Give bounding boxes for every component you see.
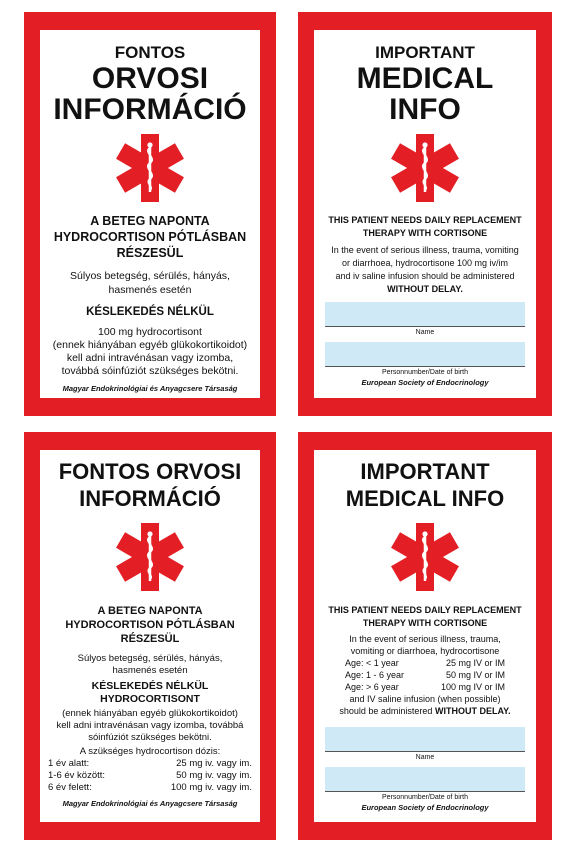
heading-line-1: IMPORTANT [360,459,490,484]
society-name: European Society of Endocrinology [361,803,489,812]
dose-amount: 25 mg iv. vagy im. [176,758,252,769]
dose-row [48,770,252,782]
without-delay: KÉSLEKEDÉS NÉLKÜL [86,306,214,318]
need-line-2: THERAPY WITH CORTISONE [362,618,488,628]
personnumber-rule [325,791,525,792]
dose-line-2: (ennek hiányában egyéb glükokortikoidot) [52,339,248,351]
personnumber-rule [325,366,525,367]
age-range: Age: < 1 year [345,658,399,668]
personnumber-field[interactable] [325,342,525,366]
heading-line-2: MEDICAL INFO [345,486,505,511]
heading-small: FONTOS [114,43,186,62]
patient-line-3: RÉSZESÜL [116,246,184,260]
without-delay: WITHOUT DELAY. [434,706,511,716]
body-line-4: WITHOUT DELAY. [387,284,463,294]
need-line-1: THIS PATIENT NEEDS DAILY REPLACEMENT [328,605,522,615]
card-body [40,450,260,822]
age-dose-table [345,657,505,693]
name-rule [325,751,525,752]
heading-line-1: FONTOS ORVOSI [58,459,242,484]
patient-line-1: A BETEG NAPONTA [90,214,210,228]
without-delay: KÉSLEKEDÉS NÉLKÜL [91,680,209,692]
personnumber-label: Personnumber/Date of birth [382,794,468,801]
body-line-3: sóinfúziót szükséges bekötni. [88,732,212,743]
card-hungarian-bottom [24,432,276,840]
age-dose-row [345,669,505,681]
condition-line-2: hasmenés esetén [108,284,192,296]
dose-line-3: kell adni intravénásan vagy izomba, [66,352,234,364]
name-field[interactable] [325,302,525,326]
heading-line-1: ORVOSI [91,62,209,95]
body-line-1: In the event of serious illness, trauma, [349,634,501,644]
heading-line-2: INFORMÁCIÓ [79,486,221,511]
dose-heading: A szükséges hydrocortison dózis: [79,746,221,757]
heading-line-2: INFO [389,93,461,126]
card-english-top [298,12,552,416]
patient-line-2: HYDROCORTISON PÓTLÁSBAN [65,619,235,631]
patient-line-1: A BETEG NAPONTA [97,605,203,617]
dose-row [48,758,252,770]
heading-line-2: INFORMÁCIÓ [53,93,247,126]
card-english-bottom [298,432,552,840]
dose-age: 1 év alatt: [48,758,90,769]
dose-row [48,782,252,794]
society-name: Magyar Endokrinológiai és Anyagcsere Társaság [62,799,238,808]
condition-line-2: hasmenés esetén [112,665,188,676]
body-line-3: and IV saline infusion (when possible) [349,694,501,704]
need-line-2: THERAPY WITH CORTISONE [362,228,488,238]
condition-line-1: Súlyos betegség, sérülés, hányás, [77,653,223,664]
star-of-life-icon [112,131,188,205]
age-range: Age: 1 - 6 year [345,670,405,680]
body-line-1: (ennek hiányában egyéb glükokortikoidot) [62,708,238,719]
name-label: Name [415,754,435,761]
dose-amount: 100 mg iv. vagy im. [170,782,252,793]
personnumber-label: Personnumber/Date of birth [382,369,468,376]
age-range: Age: > 6 year [345,682,399,692]
heading-line-1: MEDICAL [356,62,494,95]
age-dose-row [345,657,505,669]
dose-line-4: továbbá sóinfúziót szükséges bekötni. [61,365,239,377]
dose-amount: 50 mg iv. vagy im. [176,770,252,781]
card-body [314,30,536,398]
age-dose: 50 mg IV or IM [445,670,505,680]
star-of-life-icon [112,520,188,594]
card-body [314,450,536,822]
card-hungarian-top [24,12,276,416]
name-label: Name [415,329,435,336]
name-rule [325,326,525,327]
dose-table [48,758,252,794]
patient-line-2: HYDROCORTISON PÓTLÁSBAN [53,230,247,244]
age-dose: 100 mg IV or IM [440,682,505,692]
personnumber-field[interactable] [325,767,525,791]
age-dose: 25 mg IV or IM [445,658,505,668]
name-field[interactable] [325,727,525,751]
condition-line-1: Súlyos betegség, sérülés, hányás, [70,270,230,282]
body-line-1: In the event of serious illness, trauma, vomiting [331,245,519,255]
body-line-2: or diarrhoea, hydrocortisone 100 mg iv/im [341,258,509,268]
drug-name: HYDROCORTISONT [100,693,200,705]
body-line-4-text: should be administered [339,706,433,716]
heading-small: IMPORTANT [375,43,475,62]
card-body [40,30,260,398]
age-dose-row [345,681,505,693]
star-of-life-icon [387,520,463,594]
body-line-4 [314,705,536,717]
body-line-2: kell adni intravénásan vagy izomba, továbbá [56,720,244,731]
body-line-2: vomiting or diarrhoea, hydrocortisone [350,646,500,656]
patient-line-3: RÉSZESÜL [120,633,180,645]
dose-age: 6 év felett: [48,782,92,793]
dose-line-1: 100 mg hydrocortisont [98,326,202,338]
need-line-1: THIS PATIENT NEEDS DAILY REPLACEMENT [328,215,522,225]
dose-age: 1-6 év között: [48,770,106,781]
society-name: Magyar Endokrinológiai és Anyagcsere Társaság [62,384,238,393]
body-line-3: and iv saline infusion should be administered [335,271,515,281]
star-of-life-icon [387,131,463,205]
society-name: European Society of Endocrinology [361,378,489,387]
